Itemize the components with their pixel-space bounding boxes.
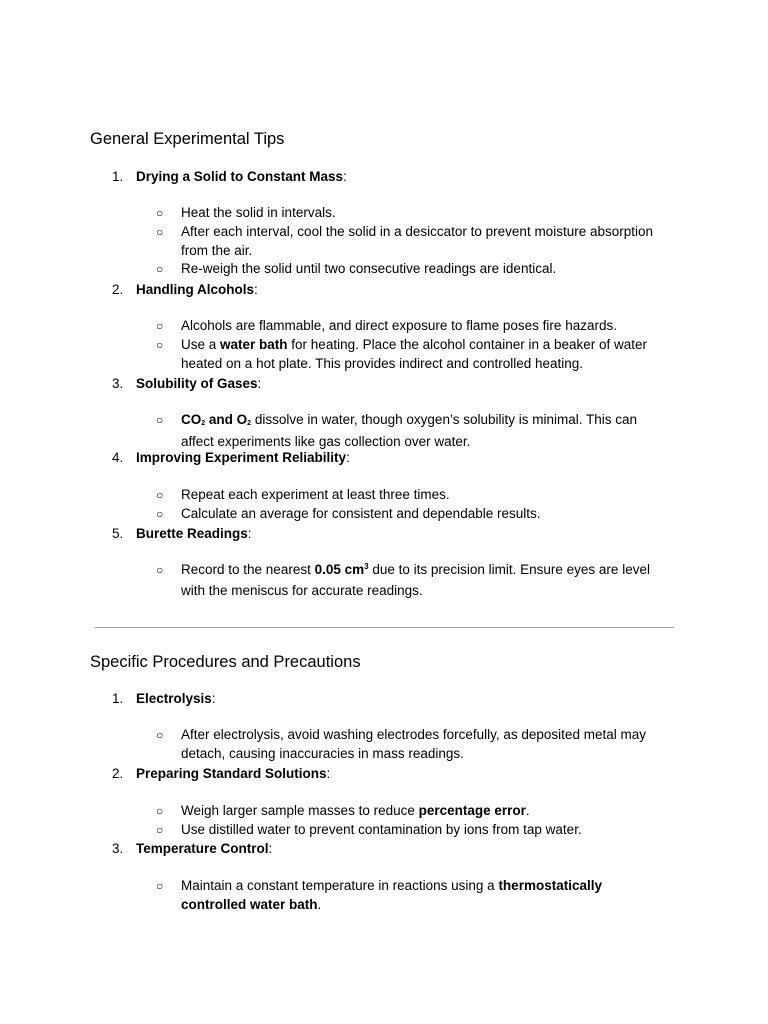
list-item-title: Temperature Control: — [136, 841, 273, 856]
bullet-text: Repeat each experiment at least three times. — [181, 487, 450, 502]
bullet-text: Record to the nearest 0.05 $cm^3$ due to its precision limit. Ensure eyes are level with the meniscus for accurate readings. — [181, 562, 650, 598]
bullet-text: After each interval, cool the solid in a desiccator to prevent moisture absorption from the air. — [181, 224, 653, 258]
bullet-circle-icon: ○ — [156, 338, 164, 352]
bullet-circle-icon: ○ — [156, 823, 164, 837]
bullet-text: Weigh larger sample masses to reduce percentage error. — [181, 803, 530, 818]
bullet-text: Use distilled water to prevent contamination by ions from tap water. — [181, 822, 582, 837]
list-item-title: Improving Experiment Reliability: — [136, 450, 350, 465]
list-item-title: Preparing Standard Solutions: — [136, 766, 331, 781]
list-number: 5. — [112, 526, 124, 541]
bullet-text: After electrolysis, avoid washing electrodes forcefully, as deposited metal may detach, causing inaccuracies in mass readings. — [181, 727, 646, 761]
bullet-text: Re-weigh the solid until two consecutive readings are identical. — [181, 261, 557, 276]
list-number: 2. — [112, 282, 124, 297]
list-item-title: Electrolysis: — [136, 691, 216, 706]
bullet-text: Use a water bath for heating. Place the alcohol container in a beaker of water heated on a hot plate. This provides indirect and controlled heating. — [181, 337, 648, 371]
section-heading-general-tips: General Experimental Tips — [90, 130, 285, 148]
bullet-circle-icon: ○ — [156, 507, 164, 521]
bullet-text: Maintain a constant temperature in reactions using a thermostatically controlled water bath. — [181, 878, 602, 912]
bullet-text: Heat the solid in intervals. — [181, 205, 336, 220]
horizontal-divider — [95, 627, 674, 628]
section-heading-specific-procedures: Specific Procedures and Precautions — [90, 653, 361, 671]
bullet-circle-icon: ○ — [156, 879, 164, 893]
bullet-text: Alcohols are flammable, and direct exposure to flame poses fire hazards. — [181, 318, 617, 333]
bullet-circle-icon: ○ — [156, 413, 164, 427]
bullet-circle-icon: ○ — [156, 319, 164, 333]
list-number: 1. — [112, 169, 124, 184]
bullet-circle-icon: ○ — [156, 563, 164, 577]
list-item-title: Drying a Solid to Constant Mass: — [136, 169, 347, 184]
bullet-circle-icon: ○ — [156, 804, 164, 818]
list-number: 4. — [112, 450, 124, 465]
list-item-title: Solubility of Gases: — [136, 376, 262, 391]
list-number: 3. — [112, 841, 124, 856]
bullet-circle-icon: ○ — [156, 225, 164, 239]
list-item-title: Handling Alcohols: — [136, 282, 258, 297]
bullet-circle-icon: ○ — [156, 488, 164, 502]
bullet-circle-icon: ○ — [156, 728, 164, 742]
list-item-title: Burette Readings: — [136, 526, 252, 541]
bullet-text: $CO_2$ and $O_2$ dissolve in water, though oxygen’s solubility is minimal. This can affect experiments like gas collection over water. — [181, 412, 638, 449]
list-number: 1. — [112, 691, 124, 706]
bullet-circle-icon: ○ — [156, 206, 164, 220]
list-number: 3. — [112, 376, 124, 391]
bullet-circle-icon: ○ — [156, 262, 164, 276]
bullet-text: Calculate an average for consistent and dependable results. — [181, 506, 541, 521]
list-number: 2. — [112, 766, 124, 781]
